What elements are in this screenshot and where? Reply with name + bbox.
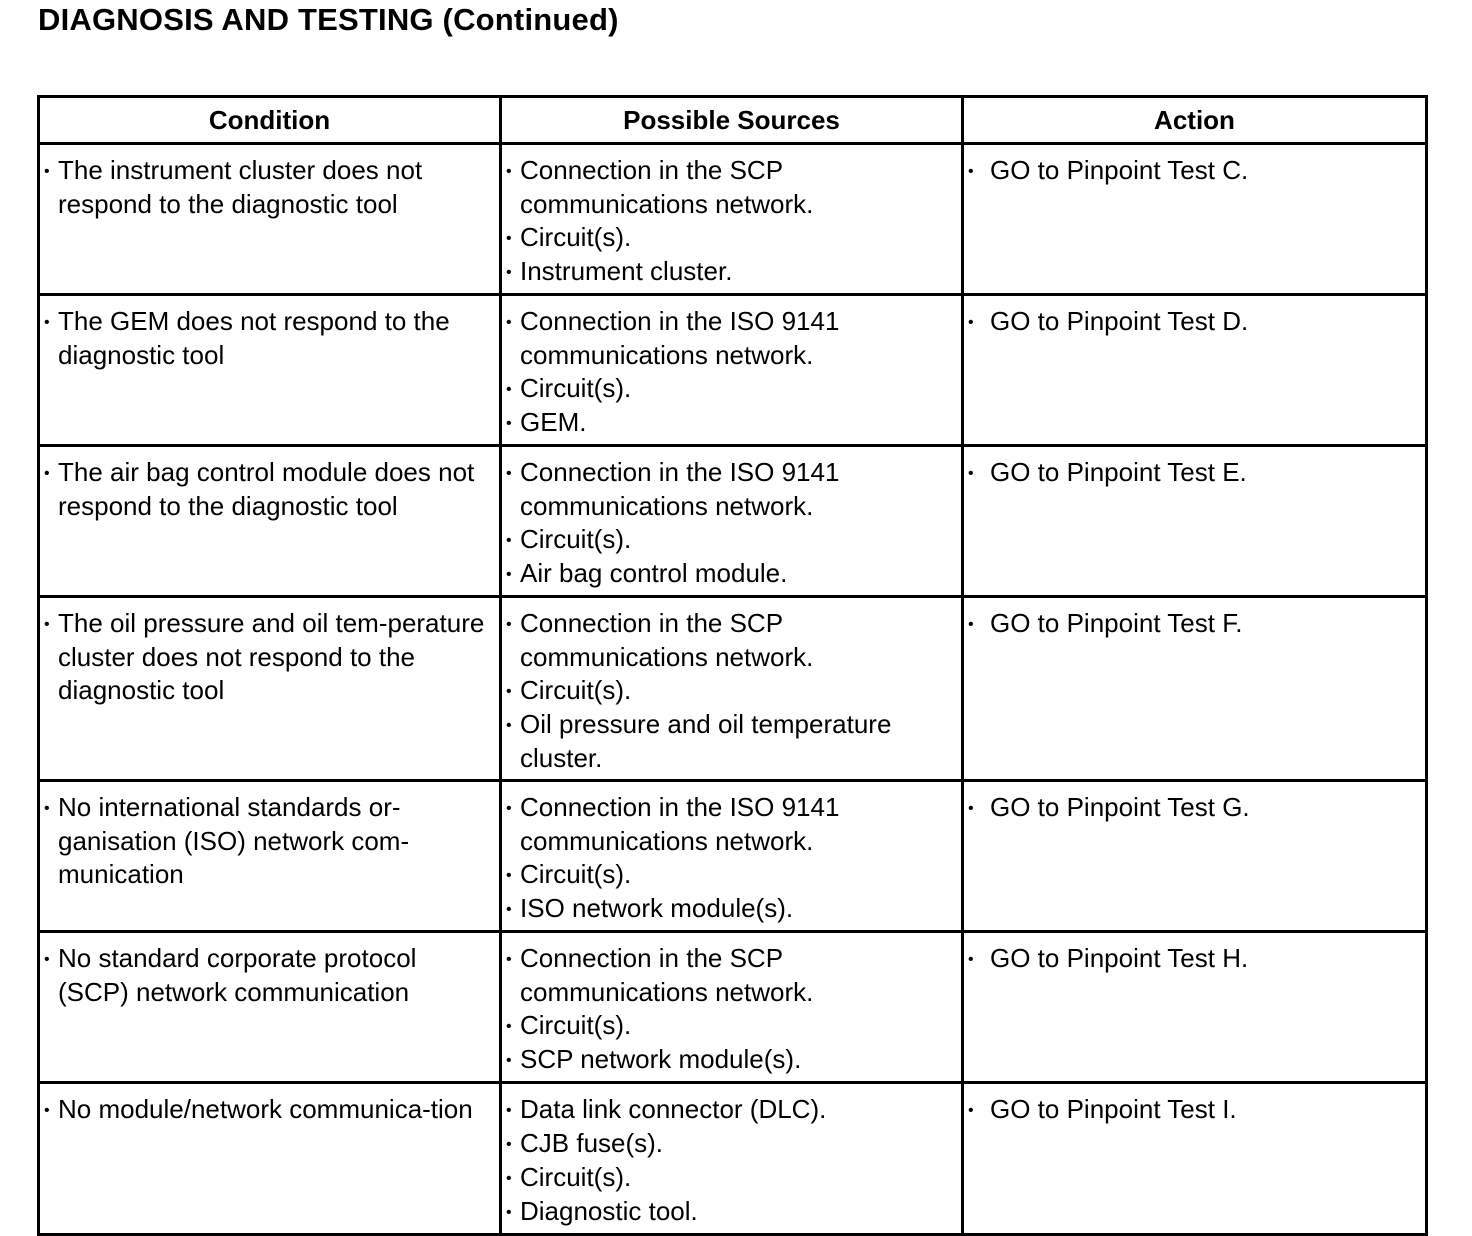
page-title: DIAGNOSIS AND TESTING (Continued): [38, 2, 619, 37]
condition-text: • The instrument cluster does not respond to the diagnostic tool: [44, 154, 491, 221]
condition-cell: [39, 295, 501, 446]
source-item: • Circuit(s).: [506, 372, 953, 406]
table-body: [39, 144, 1427, 1235]
source-item: • SCP network module(s).: [506, 1043, 953, 1077]
condition-text: • The oil pressure and oil tem-perature cluster does not respond to the diagnostic tool: [44, 607, 491, 707]
action-cell: [963, 1083, 1427, 1235]
action-text: • GO to Pinpoint Test I.: [968, 1093, 1417, 1127]
table-row: [39, 932, 1427, 1083]
action-cell: [963, 144, 1427, 295]
header-possible-sources: Possible Sources: [501, 97, 963, 144]
source-item: • Data link connector (DLC).: [506, 1093, 953, 1127]
sources-cell: [501, 597, 963, 781]
source-item: • Connection in the ISO 9141 communications network.: [506, 305, 953, 372]
condition-cell: [39, 446, 501, 597]
action-cell: [963, 446, 1427, 597]
sources-cell: [501, 295, 963, 446]
sources-cell: [501, 1083, 963, 1235]
sources-cell: [501, 144, 963, 295]
sources-cell: [501, 932, 963, 1083]
condition-text: • No module/network communica-tion: [44, 1093, 491, 1127]
action-cell: [963, 597, 1427, 781]
condition-cell: [39, 144, 501, 295]
condition-text: • No standard corporate protocol (SCP) network communication: [44, 942, 491, 1009]
table-row: [39, 1083, 1427, 1235]
condition-cell: [39, 781, 501, 932]
source-item: • ISO network module(s).: [506, 892, 953, 926]
source-item: • Connection in the SCP communications network.: [506, 942, 953, 1009]
condition-text: • The GEM does not respond to the diagnostic tool: [44, 305, 491, 372]
action-cell: [963, 781, 1427, 932]
condition-cell: [39, 1083, 501, 1235]
source-item: • Circuit(s).: [506, 858, 953, 892]
source-item: • Air bag control module.: [506, 557, 953, 591]
source-item: • Circuit(s).: [506, 1009, 953, 1043]
sources-cell: [501, 446, 963, 597]
source-item: • Connection in the SCP communications network.: [506, 154, 953, 221]
condition-cell: [39, 597, 501, 781]
source-item: • Instrument cluster.: [506, 255, 953, 289]
source-item: • Oil pressure and oil temperature cluster.: [506, 708, 953, 775]
condition-cell: [39, 932, 501, 1083]
source-item: • Circuit(s).: [506, 1161, 953, 1195]
source-item: • Circuit(s).: [506, 221, 953, 255]
action-cell: [963, 932, 1427, 1083]
table-row: [39, 295, 1427, 446]
source-item: • Connection in the SCP communications network.: [506, 607, 953, 674]
source-item: • CJB fuse(s).: [506, 1127, 953, 1161]
sources-cell: [501, 781, 963, 932]
action-text: • GO to Pinpoint Test H.: [968, 942, 1417, 976]
action-text: • GO to Pinpoint Test C.: [968, 154, 1417, 188]
table-header-row: [39, 97, 1427, 144]
source-item: • Circuit(s).: [506, 523, 953, 557]
action-text: • GO to Pinpoint Test E.: [968, 456, 1417, 490]
header-action: Action: [963, 97, 1427, 144]
condition-text: • No international standards or-ganisation (ISO) network com-munication: [44, 791, 491, 891]
source-item: • Connection in the ISO 9141 communications network.: [506, 791, 953, 858]
table-row: [39, 144, 1427, 295]
source-item: • GEM.: [506, 406, 953, 440]
table-row: [39, 781, 1427, 932]
action-text: • GO to Pinpoint Test G.: [968, 791, 1417, 825]
table-row: [39, 446, 1427, 597]
action-text: • GO to Pinpoint Test D.: [968, 305, 1417, 339]
source-item: • Circuit(s).: [506, 674, 953, 708]
condition-text: • The air bag control module does not respond to the diagnostic tool: [44, 456, 491, 523]
header-condition: Condition: [39, 97, 501, 144]
diagnosis-table: [37, 95, 1428, 1236]
table-row: [39, 597, 1427, 781]
action-cell: [963, 295, 1427, 446]
action-text: • GO to Pinpoint Test F.: [968, 607, 1417, 641]
source-item: • Diagnostic tool.: [506, 1195, 953, 1229]
source-item: • Connection in the ISO 9141 communications network.: [506, 456, 953, 523]
